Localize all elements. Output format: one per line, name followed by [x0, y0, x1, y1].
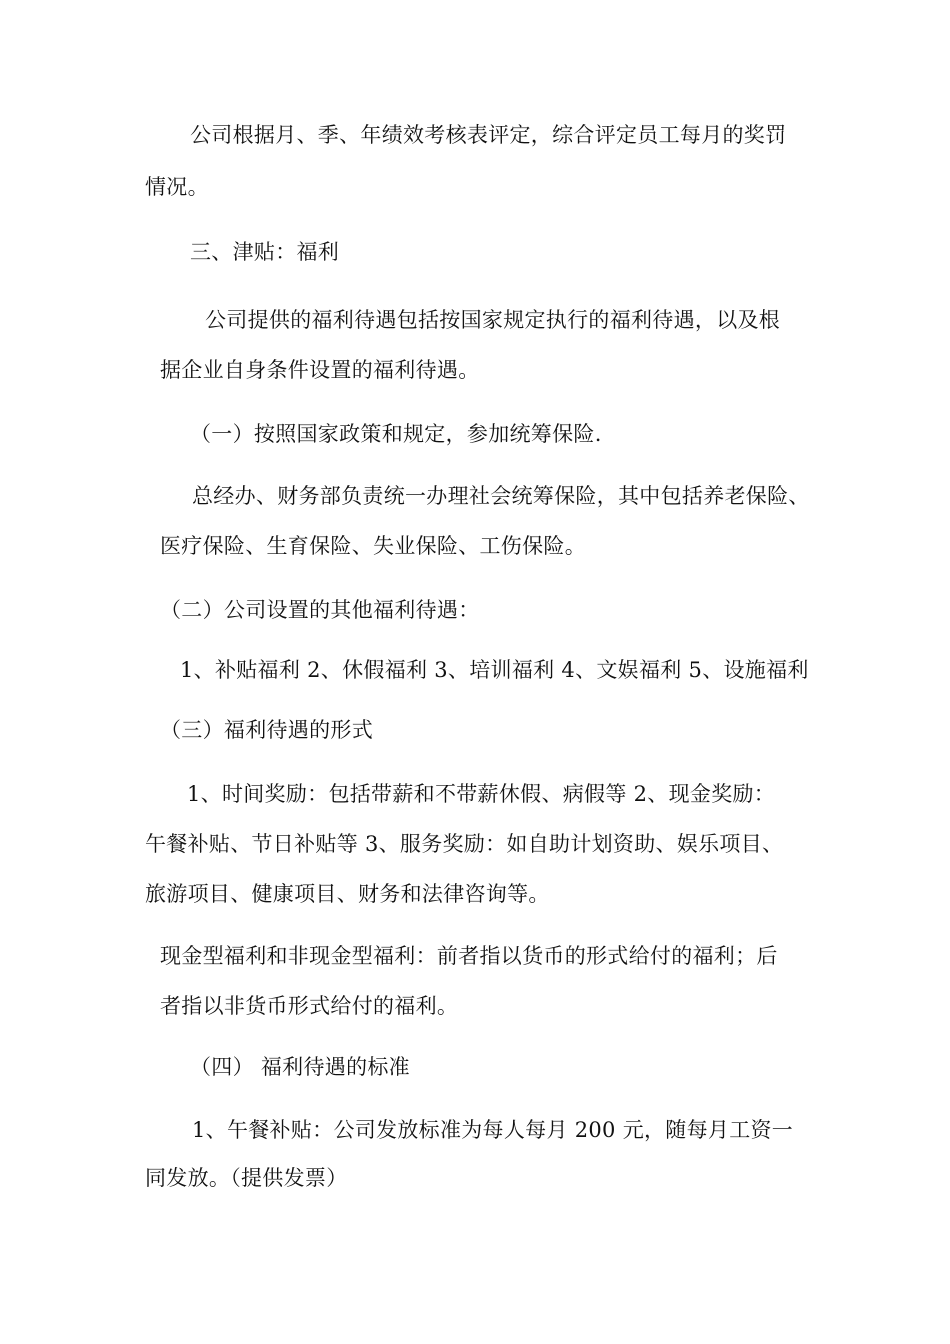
subheading-3: （三）福利待遇的形式	[160, 718, 373, 742]
paragraph-line-18: 1、午餐补贴：公司发放标准为每人每月 200 元，随每月工资一	[192, 1118, 794, 1142]
paragraph-line-12: 1、时间奖励：包括带薪和不带薪休假、病假等 2、现金奖励：	[187, 782, 776, 806]
paragraph-line-1: 公司根据月、季、年绩效考核表评定，综合评定员工每月的奖罚	[190, 123, 787, 147]
paragraph-line-16: 者指以非货币形式给付的福利。	[160, 994, 459, 1018]
subheading-1: （一）按照国家政策和规定，参加统筹保险.	[190, 422, 602, 446]
paragraph-line-13: 午餐补贴、节日补贴等 3、服务奖励：如自助计划资助、娱乐项目、	[145, 832, 784, 856]
paragraph-line-14: 旅游项目、健康项目、财务和法律咨询等。	[145, 882, 550, 906]
subheading-4: （四） 福利待遇的标准	[190, 1055, 410, 1079]
paragraph-line-15: 现金型福利和非现金型福利：前者指以货币的形式给付的福利；后	[160, 944, 778, 968]
paragraph-line-19: 同发放。（提供发票）	[145, 1166, 348, 1190]
subheading-2: （二）公司设置的其他福利待遇：	[160, 598, 480, 622]
paragraph-line-2: 情况。	[145, 175, 209, 199]
section-heading-3: 三、津贴：福利	[190, 240, 340, 264]
paragraph-line-7: 总经办、财务部负责统一办理社会统筹保险，其中包括养老保险、	[192, 484, 810, 508]
paragraph-line-5: 据企业自身条件设置的福利待遇。	[160, 358, 480, 382]
paragraph-line-10: 1、补贴福利 2、休假福利 3、培训福利 4、文娱福利 5、设施福利	[180, 658, 809, 682]
paragraph-line-8: 医疗保险、生育保险、失业保险、工伤保险。	[160, 534, 586, 558]
paragraph-line-4: 公司提供的福利待遇包括按国家规定执行的福利待遇，以及根	[205, 308, 781, 332]
